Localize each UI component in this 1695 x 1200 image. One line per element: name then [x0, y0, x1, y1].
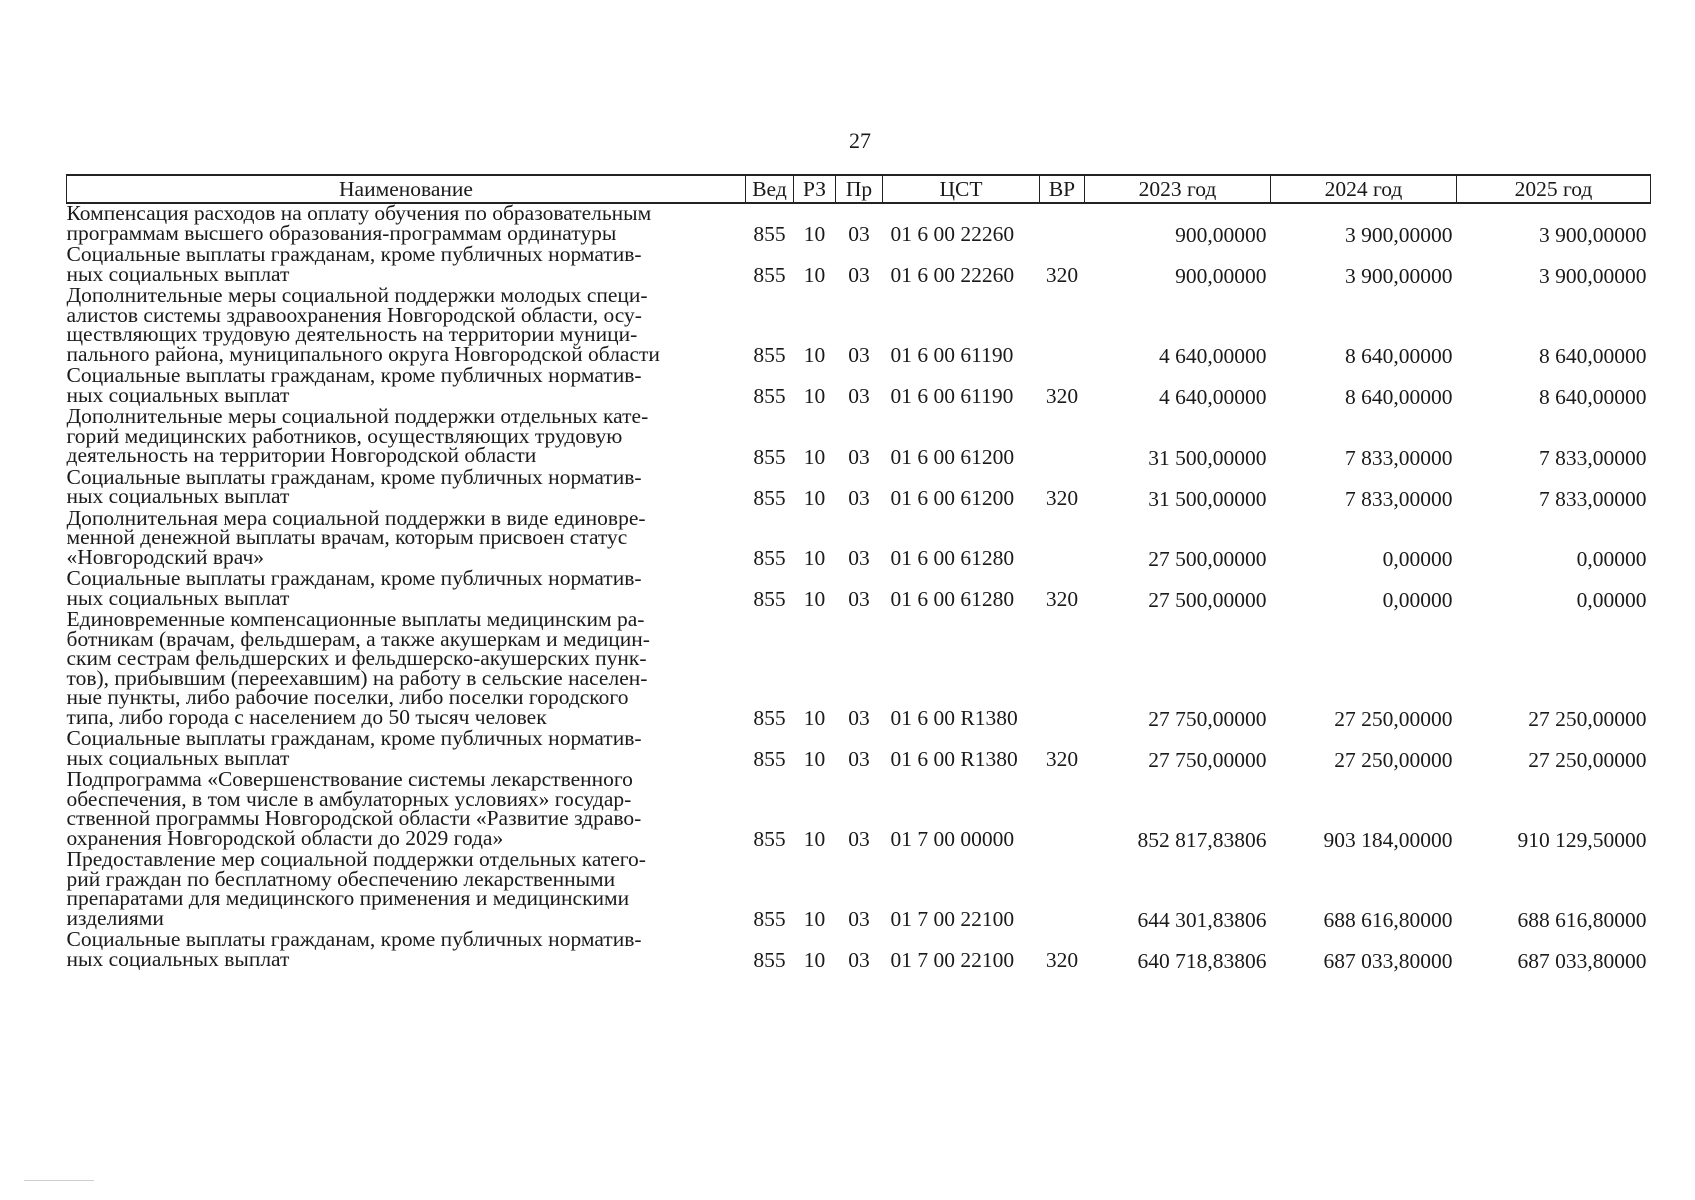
row-cst: 01 6 00 61280 [890, 587, 1015, 611]
row-name-line: тов), прибывшим (переехавшим) на работу в сельские населен- [66, 665, 648, 690]
row-name [66, 363, 746, 407]
row-amount-2023: 640 718,83806 [1137, 949, 1267, 973]
row-pr: 03 [848, 587, 870, 611]
row-pr: 03 [848, 827, 870, 851]
row-amount-2023: 4 640,00000 [1159, 344, 1267, 368]
header-name: Наименование [67, 175, 746, 203]
row-name-line: препаратами для медицинского применения и медицинскими [66, 886, 630, 910]
row-ved: 855 [753, 485, 786, 510]
row-amount-2024: 8 640,00000 [1345, 385, 1453, 409]
scan-artifact [24, 1180, 94, 1181]
table-row [67, 203, 1651, 245]
row-pr: 03 [848, 485, 870, 510]
row-vr [1040, 407, 1085, 468]
row-amount-2024: 3 900,00000 [1345, 223, 1453, 247]
row-name-line: Подпрограмма «Совершенствование системы лекарственного [66, 767, 633, 791]
row-name [66, 505, 746, 570]
row-name [66, 283, 746, 366]
row-name-line: Предоставление мер социальной поддержки отдельных катего- [66, 847, 646, 871]
row-vr: 320 [1045, 384, 1079, 408]
row-amount-2023: 900,00000 [1175, 264, 1267, 288]
row-rz: 10 [803, 546, 826, 570]
row-cst: 01 7 00 22100 [890, 948, 1015, 972]
row-pr: 03 [848, 747, 870, 771]
row-name [66, 767, 746, 850]
row-name [66, 566, 746, 610]
row-vr: 320 [1045, 485, 1079, 510]
row-ved: 855 [753, 907, 786, 931]
row-amount-2024: 7 833,00000 [1345, 486, 1453, 511]
row-pr: 03 [848, 546, 870, 570]
row-amount-2025: 7 833,00000 [1539, 486, 1647, 511]
table-row [67, 930, 1651, 971]
row-vr [1040, 286, 1085, 366]
row-name [66, 847, 746, 930]
row-amount-2023: 900,00000 [1175, 223, 1267, 247]
row-name-line: ных социальных выплат [66, 382, 290, 407]
row-amount-2024: 8 640,00000 [1345, 344, 1453, 368]
row-name [66, 242, 746, 286]
row-amount-2023: 27 750,00000 [1148, 707, 1267, 731]
table-body [67, 203, 1651, 971]
row-amount-2023: 852 817,83806 [1137, 828, 1267, 852]
row-name [66, 726, 746, 770]
row-amount-2025: 8 640,00000 [1539, 344, 1647, 368]
row-amount-2025: 0,00000 [1576, 588, 1647, 612]
row-amount-2025: 27 250,00000 [1528, 707, 1647, 731]
row-name-line: Социальные выплаты гражданам, кроме публичных норматив- [66, 726, 642, 750]
row-name-line: Социальные выплаты гражданам, кроме публичных норматив- [66, 363, 642, 387]
row-pr: 03 [848, 444, 870, 469]
budget-table [66, 174, 1651, 971]
row-amount-2025: 27 250,00000 [1528, 748, 1647, 772]
header-ved: Вед [746, 175, 794, 203]
row-vr [1040, 203, 1085, 245]
row-ved: 855 [753, 343, 786, 367]
row-name-line: изделиями [66, 905, 164, 930]
row-rz: 10 [803, 263, 826, 287]
row-rz: 10 [803, 444, 826, 469]
row-ved: 855 [753, 263, 786, 287]
row-name-line: ных социальных выплат [66, 585, 290, 610]
row-name-line: Социальные выплаты гражданам, кроме публичных норматив- [66, 566, 642, 590]
row-name-line: обеспечения, в том числе в амбулаторных условиях» государ- [66, 786, 632, 811]
table-row [67, 366, 1651, 407]
row-rz: 10 [803, 827, 826, 851]
row-name-line: горий медицинских работников, осуществляющих трудовую [66, 423, 623, 448]
row-ved: 855 [753, 747, 786, 771]
row-pr: 03 [848, 343, 870, 367]
row-amount-2024: 27 250,00000 [1334, 748, 1453, 772]
row-amount-2025: 3 900,00000 [1539, 264, 1647, 288]
row-amount-2024: 688 616,80000 [1323, 908, 1453, 932]
row-amount-2023: 31 500,00000 [1148, 445, 1267, 470]
row-ved: 855 [753, 827, 786, 851]
row-name-line: Социальные выплаты гражданам, кроме публичных норматив- [66, 464, 642, 489]
row-name-line: деятельность на территории Новгородской области [66, 443, 537, 467]
row-amount-2025: 687 033,80000 [1517, 949, 1647, 973]
table-row [67, 468, 1651, 509]
header-2023: 2023 год [1085, 175, 1271, 203]
row-amount-2023: 27 500,00000 [1148, 588, 1267, 612]
row-name-line: ных социальных выплат [66, 261, 290, 286]
table-row [67, 286, 1651, 366]
row-name [66, 404, 746, 468]
header-pr: Пр [836, 175, 883, 203]
row-cst: 01 6 00 61190 [890, 384, 1014, 408]
row-ved: 855 [753, 222, 786, 246]
row-name-line: пального района, муниципального округа Новгородской области [66, 341, 660, 366]
row-name-line: Дополнительная мера социальной поддержки в виде единовре- [66, 505, 646, 530]
row-amount-2023: 27 500,00000 [1148, 547, 1267, 571]
row-vr [1040, 770, 1085, 850]
row-vr: 320 [1045, 587, 1079, 611]
row-name [67, 203, 746, 245]
row-amount-2024: 7 833,00000 [1345, 445, 1453, 470]
row-ved: 855 [753, 384, 786, 408]
header-vr: ВР [1040, 175, 1085, 203]
row-ved: 855 [753, 444, 786, 469]
row-vr [1040, 509, 1085, 570]
row-name [66, 927, 746, 971]
row-pr: 03 [848, 384, 870, 408]
row-rz: 10 [803, 343, 826, 367]
row-name-line: ским сестрам фельдшерских и фельдшерско-акушерских пунк- [66, 646, 647, 670]
row-amount-2024: 3 900,00000 [1345, 264, 1453, 288]
row-name-line: алистов системы здравоохранения Новгородской области, осу- [66, 302, 642, 327]
row-vr [1040, 610, 1085, 729]
row-cst: 01 6 00 22260 [890, 263, 1015, 287]
row-amount-2025: 0,00000 [1576, 547, 1647, 571]
row-cst: 01 6 00 22260 [890, 222, 1015, 246]
row-name-line: ных социальных выплат [66, 484, 290, 508]
row-name-line: «Новгородский врач» [66, 544, 265, 569]
row-amount-2023: 27 750,00000 [1148, 748, 1267, 772]
table-row [67, 610, 1651, 729]
row-vr [1040, 850, 1085, 930]
row-amount-2025: 7 833,00000 [1539, 445, 1647, 470]
row-amount-2023: 644 301,83806 [1137, 908, 1267, 932]
row-ved: 855 [753, 706, 786, 730]
row-pr: 03 [848, 907, 870, 931]
row-rz: 10 [803, 485, 826, 510]
row-rz: 10 [803, 948, 826, 972]
row-cst: 01 6 00 R1380 [890, 747, 1018, 771]
row-name-line: Единовременные компенсационные выплаты медицинским ра- [66, 607, 645, 631]
row-rz: 10 [803, 747, 826, 771]
row-vr: 320 [1045, 747, 1079, 771]
row-pr: 03 [848, 948, 870, 972]
row-cst: 01 6 00 61200 [890, 444, 1015, 469]
row-ved: 855 [753, 948, 786, 972]
row-pr: 03 [848, 222, 870, 246]
row-name [66, 607, 746, 729]
row-cst: 01 6 00 61280 [890, 546, 1015, 570]
row-name-line: Социальные выплаты гражданам, кроме публичных норматив- [66, 242, 642, 266]
row-amount-2024: 0,00000 [1382, 588, 1453, 612]
row-amount-2025: 3 900,00000 [1539, 223, 1647, 247]
row-name-line: Дополнительные меры социальной поддержки отдельных кате- [66, 404, 649, 428]
row-cst: 01 7 00 22100 [890, 907, 1015, 931]
table-row [67, 770, 1651, 850]
row-amount-2025: 8 640,00000 [1539, 385, 1647, 409]
row-rz: 10 [803, 907, 826, 931]
row-amount-2024: 903 184,00000 [1323, 828, 1453, 852]
row-amount-2023: 4 640,00000 [1159, 385, 1267, 409]
page-number: 27 [849, 128, 871, 153]
row-name-line: ные пункты, либо рабочие поселки, либо поселки городского [66, 685, 629, 709]
row-name-line: программам высшего образования-программам ординатуры [66, 220, 617, 245]
row-name-line: типа, либо города с населением до 50 тысяч человек [66, 704, 547, 729]
row-name-line: охранения Новгородской области до 2029 года» [66, 825, 504, 850]
row-rz: 10 [803, 222, 826, 246]
row-cst: 01 6 00 R1380 [890, 706, 1018, 730]
row-ved: 855 [753, 546, 786, 570]
row-cst: 01 6 00 61200 [890, 485, 1015, 510]
row-name-line: ственной программы Новгородской области «Развитие здраво- [66, 806, 642, 830]
row-amount-2025: 688 616,80000 [1517, 908, 1647, 932]
row-name-line: Дополнительные меры социальной поддержки молодых специ- [66, 283, 648, 307]
row-vr: 320 [1045, 263, 1079, 287]
header-2025: 2025 год [1457, 175, 1651, 203]
row-amount-2023: 31 500,00000 [1148, 486, 1267, 511]
table-row [67, 407, 1651, 468]
table-row [67, 569, 1651, 610]
table-row [67, 245, 1651, 286]
row-name-line: ществляющих трудовую деятельность на территории муници- [66, 322, 638, 346]
row-rz: 10 [803, 706, 826, 730]
table-row [67, 850, 1651, 930]
row-amount-2024: 0,00000 [1382, 547, 1453, 571]
table-row [67, 729, 1651, 770]
row-name-line: менной денежной выплаты врачам, которым присвоен статус [66, 525, 628, 549]
header-rz: РЗ [794, 175, 836, 203]
row-rz: 10 [803, 384, 826, 408]
header-2024: 2024 год [1271, 175, 1457, 203]
row-amount-2024: 27 250,00000 [1334, 707, 1453, 731]
row-name-line: Компенсация расходов на оплату обучения по образовательным [66, 201, 652, 225]
row-name [66, 464, 746, 509]
row-cst: 01 7 00 00000 [890, 827, 1015, 851]
row-name-line: ных социальных выплат [66, 946, 290, 971]
row-vr: 320 [1045, 948, 1079, 972]
row-pr: 03 [848, 263, 870, 287]
row-amount-2025: 910 129,50000 [1517, 828, 1647, 852]
row-name-line: ных социальных выплат [66, 745, 290, 770]
row-name-line: рий граждан по бесплатному обеспечению лекарственными [66, 866, 616, 891]
row-name-line: Социальные выплаты гражданам, кроме публичных норматив- [66, 927, 642, 951]
row-rz: 10 [803, 587, 826, 611]
header-cst: ЦСТ [883, 175, 1040, 203]
row-name-line: ботникам (врачам, фельдшерам, а также акушеркам и медицин- [66, 626, 650, 651]
row-ved: 855 [753, 587, 786, 611]
row-pr: 03 [848, 706, 870, 730]
table-header-row [67, 175, 1651, 203]
row-cst: 01 6 00 61190 [890, 343, 1014, 367]
table-row [67, 509, 1651, 570]
row-amount-2024: 687 033,80000 [1323, 949, 1453, 973]
